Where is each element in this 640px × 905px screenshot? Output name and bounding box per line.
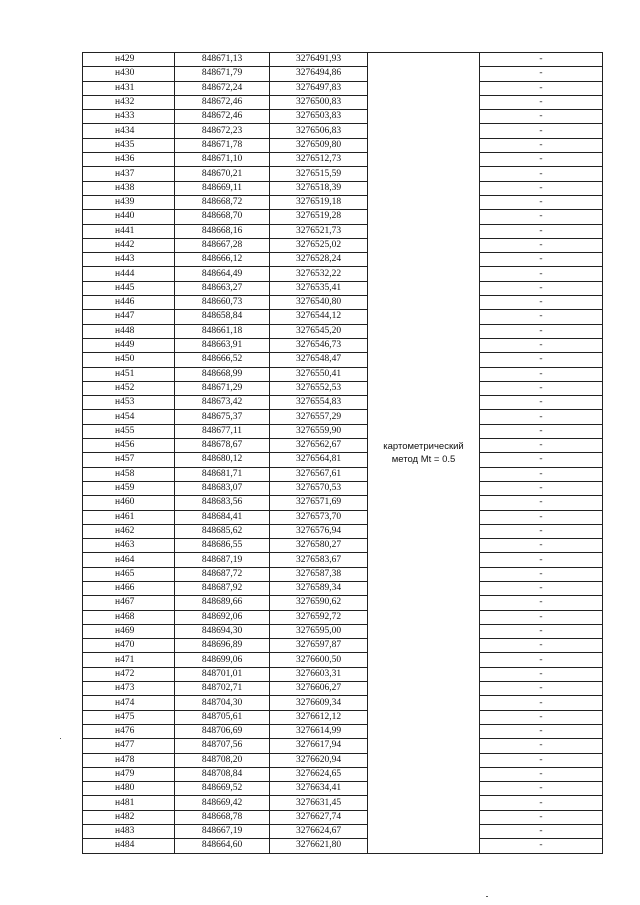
point-number-cell: н445	[83, 281, 175, 295]
coord-x-cell: 848671,10	[175, 153, 270, 167]
table-row	[83, 167, 603, 181]
coord-y-cell: 3276515,59	[270, 167, 368, 181]
table-row	[83, 667, 603, 681]
coord-y-cell: 3276631,45	[270, 796, 368, 810]
point-number-cell: н455	[83, 424, 175, 438]
point-number-cell: н431	[83, 81, 175, 95]
coord-y-cell: 3276567,61	[270, 467, 368, 481]
coord-y-cell: 3276580,27	[270, 539, 368, 553]
coord-x-cell: 848668,70	[175, 210, 270, 224]
coord-y-cell: 3276503,83	[270, 110, 368, 124]
point-number-cell: н448	[83, 324, 175, 338]
note-cell: -	[480, 338, 603, 352]
coord-x-cell: 848704,30	[175, 696, 270, 710]
note-cell: -	[480, 610, 603, 624]
point-number-cell: н458	[83, 467, 175, 481]
coord-y-cell: 3276621,80	[270, 839, 368, 853]
coord-x-cell: 848667,19	[175, 825, 270, 839]
point-number-cell: н456	[83, 439, 175, 453]
table-row	[83, 439, 603, 453]
coord-x-cell: 848669,11	[175, 181, 270, 195]
point-number-cell: н479	[83, 767, 175, 781]
point-number-cell: н460	[83, 496, 175, 510]
coord-x-cell: 848663,91	[175, 338, 270, 352]
coord-y-cell: 3276583,67	[270, 553, 368, 567]
coord-x-cell: 848671,29	[175, 381, 270, 395]
coord-x-cell: 848706,69	[175, 724, 270, 738]
note-cell: -	[480, 624, 603, 638]
coord-x-cell: 848670,21	[175, 167, 270, 181]
table-row	[83, 367, 603, 381]
table-row	[83, 281, 603, 295]
coord-y-cell: 3276612,12	[270, 710, 368, 724]
coord-x-cell: 848664,60	[175, 839, 270, 853]
coord-y-cell: 3276589,34	[270, 581, 368, 595]
coord-y-cell: 3276614,99	[270, 724, 368, 738]
coord-x-cell: 848671,79	[175, 67, 270, 81]
point-number-cell: н434	[83, 124, 175, 138]
coordinates-table	[82, 52, 603, 854]
coord-y-cell: 3276506,83	[270, 124, 368, 138]
coordinates-table-body	[83, 53, 603, 854]
table-row	[83, 581, 603, 595]
point-number-cell: н474	[83, 696, 175, 710]
coord-x-cell: 848677,11	[175, 424, 270, 438]
point-number-cell: н449	[83, 338, 175, 352]
scan-speck	[486, 896, 488, 897]
table-row	[83, 739, 603, 753]
point-number-cell: н481	[83, 796, 175, 810]
note-cell: -	[480, 353, 603, 367]
coord-y-cell: 3276606,27	[270, 682, 368, 696]
point-number-cell: н440	[83, 210, 175, 224]
table-row	[83, 810, 603, 824]
note-cell: -	[480, 81, 603, 95]
table-row	[83, 210, 603, 224]
note-cell: -	[480, 581, 603, 595]
point-number-cell: н430	[83, 67, 175, 81]
coord-x-cell: 848658,84	[175, 310, 270, 324]
table-row	[83, 653, 603, 667]
coord-x-cell: 848689,66	[175, 596, 270, 610]
table-row	[83, 353, 603, 367]
coord-y-cell: 3276627,74	[270, 810, 368, 824]
coord-x-cell: 848668,78	[175, 810, 270, 824]
note-cell: -	[480, 481, 603, 495]
coord-y-cell: 3276595,00	[270, 624, 368, 638]
coord-x-cell: 848696,89	[175, 639, 270, 653]
point-number-cell: н441	[83, 224, 175, 238]
coord-y-cell: 3276609,34	[270, 696, 368, 710]
table-row	[83, 238, 603, 252]
note-cell: -	[480, 524, 603, 538]
note-cell: -	[480, 124, 603, 138]
point-number-cell: н472	[83, 667, 175, 681]
point-number-cell: н433	[83, 110, 175, 124]
table-row	[83, 825, 603, 839]
coord-x-cell: 848686,55	[175, 539, 270, 553]
note-cell: -	[480, 324, 603, 338]
note-cell: -	[480, 224, 603, 238]
method-line-1: картометрический	[383, 440, 464, 452]
point-number-cell: н462	[83, 524, 175, 538]
coord-x-cell: 848680,12	[175, 453, 270, 467]
note-cell: -	[480, 567, 603, 581]
point-number-cell: н453	[83, 396, 175, 410]
coord-x-cell: 848708,84	[175, 767, 270, 781]
note-cell: -	[480, 167, 603, 181]
point-number-cell: н478	[83, 753, 175, 767]
note-cell: -	[480, 210, 603, 224]
note-cell: -	[480, 67, 603, 81]
coord-x-cell: 848687,72	[175, 567, 270, 581]
coord-y-cell: 3276624,65	[270, 767, 368, 781]
table-row	[83, 396, 603, 410]
table-row	[83, 324, 603, 338]
coord-y-cell: 3276552,53	[270, 381, 368, 395]
coord-x-cell: 848681,71	[175, 467, 270, 481]
note-cell: -	[480, 724, 603, 738]
coord-x-cell: 848672,46	[175, 95, 270, 109]
coord-x-cell: 848683,56	[175, 496, 270, 510]
point-number-cell: н468	[83, 610, 175, 624]
point-number-cell: н444	[83, 267, 175, 281]
table-row	[83, 195, 603, 209]
point-number-cell: н483	[83, 825, 175, 839]
coord-x-cell: 848664,49	[175, 267, 270, 281]
note-cell: -	[480, 796, 603, 810]
point-number-cell: н457	[83, 453, 175, 467]
note-cell: -	[480, 253, 603, 267]
table-row	[83, 67, 603, 81]
coord-x-cell: 848666,12	[175, 253, 270, 267]
point-number-cell: н436	[83, 153, 175, 167]
coord-y-cell: 3276548,47	[270, 353, 368, 367]
note-cell: -	[480, 839, 603, 853]
note-cell: -	[480, 696, 603, 710]
coord-y-cell: 3276491,93	[270, 53, 368, 67]
coord-y-cell: 3276576,94	[270, 524, 368, 538]
table-row	[83, 496, 603, 510]
note-cell: -	[480, 739, 603, 753]
note-cell: -	[480, 53, 603, 67]
coord-y-cell: 3276592,72	[270, 610, 368, 624]
table-row	[83, 138, 603, 152]
table-row	[83, 153, 603, 167]
coord-x-cell: 848687,19	[175, 553, 270, 567]
point-number-cell: н475	[83, 710, 175, 724]
note-cell: -	[480, 95, 603, 109]
coord-y-cell: 3276545,20	[270, 324, 368, 338]
point-number-cell: н464	[83, 553, 175, 567]
table-row	[83, 95, 603, 109]
point-number-cell: н482	[83, 810, 175, 824]
note-cell: -	[480, 267, 603, 281]
table-row	[83, 124, 603, 138]
note-cell: -	[480, 453, 603, 467]
coord-y-cell: 3276535,41	[270, 281, 368, 295]
note-cell: -	[480, 238, 603, 252]
note-cell: -	[480, 539, 603, 553]
point-number-cell: н454	[83, 410, 175, 424]
note-cell: -	[480, 810, 603, 824]
note-cell: -	[480, 181, 603, 195]
coord-x-cell: 848694,30	[175, 624, 270, 638]
point-number-cell: н443	[83, 253, 175, 267]
point-number-cell: н451	[83, 367, 175, 381]
coord-x-cell: 848671,78	[175, 138, 270, 152]
coord-y-cell: 3276597,87	[270, 639, 368, 653]
coord-x-cell: 848672,23	[175, 124, 270, 138]
coord-x-cell: 848675,37	[175, 410, 270, 424]
coord-y-cell: 3276497,83	[270, 81, 368, 95]
note-cell: -	[480, 710, 603, 724]
note-cell: -	[480, 195, 603, 209]
coord-x-cell: 848667,28	[175, 238, 270, 252]
note-cell: -	[480, 138, 603, 152]
note-cell: -	[480, 667, 603, 681]
table-row	[83, 481, 603, 495]
note-cell: -	[480, 281, 603, 295]
coord-y-cell: 3276554,83	[270, 396, 368, 410]
note-cell: -	[480, 396, 603, 410]
coord-y-cell: 3276525,02	[270, 238, 368, 252]
coord-x-cell: 848707,56	[175, 739, 270, 753]
coord-y-cell: 3276564,81	[270, 453, 368, 467]
coord-x-cell: 848663,27	[175, 281, 270, 295]
coord-y-cell: 3276550,41	[270, 367, 368, 381]
coord-x-cell: 848671,13	[175, 53, 270, 67]
coord-x-cell: 848661,18	[175, 324, 270, 338]
table-row	[83, 53, 603, 67]
note-cell: -	[480, 110, 603, 124]
point-number-cell: н429	[83, 53, 175, 67]
point-number-cell: н446	[83, 296, 175, 310]
coord-x-cell: 848687,92	[175, 581, 270, 595]
scan-speck	[60, 738, 61, 739]
point-number-cell: н466	[83, 581, 175, 595]
coord-y-cell: 3276573,70	[270, 510, 368, 524]
point-number-cell: н438	[83, 181, 175, 195]
table-row	[83, 639, 603, 653]
table-row	[83, 267, 603, 281]
point-number-cell: н447	[83, 310, 175, 324]
coord-y-cell: 3276518,39	[270, 181, 368, 195]
note-cell: -	[480, 825, 603, 839]
note-cell: -	[480, 682, 603, 696]
point-number-cell: н459	[83, 481, 175, 495]
coord-x-cell: 848702,71	[175, 682, 270, 696]
point-number-cell: н476	[83, 724, 175, 738]
note-cell: -	[480, 653, 603, 667]
coord-y-cell: 3276557,29	[270, 410, 368, 424]
coord-x-cell: 848668,16	[175, 224, 270, 238]
coord-y-cell: 3276544,12	[270, 310, 368, 324]
table-row	[83, 310, 603, 324]
coord-x-cell: 848683,07	[175, 481, 270, 495]
table-row	[83, 296, 603, 310]
point-number-cell: н477	[83, 739, 175, 753]
coord-x-cell: 848692,06	[175, 610, 270, 624]
method-cell	[368, 53, 480, 854]
coord-y-cell: 3276540,80	[270, 296, 368, 310]
table-row	[83, 567, 603, 581]
coord-y-cell: 3276587,38	[270, 567, 368, 581]
coord-y-cell: 3276571,69	[270, 496, 368, 510]
note-cell: -	[480, 310, 603, 324]
note-cell: -	[480, 381, 603, 395]
coord-x-cell: 848672,24	[175, 81, 270, 95]
coord-x-cell: 848705,61	[175, 710, 270, 724]
coord-y-cell: 3276562,67	[270, 439, 368, 453]
point-number-cell: н452	[83, 381, 175, 395]
point-number-cell: н469	[83, 624, 175, 638]
table-row	[83, 753, 603, 767]
coord-y-cell: 3276519,18	[270, 195, 368, 209]
note-cell: -	[480, 639, 603, 653]
table-row	[83, 181, 603, 195]
table-row	[83, 467, 603, 481]
table-row	[83, 539, 603, 553]
coord-y-cell: 3276634,41	[270, 782, 368, 796]
coord-x-cell: 848673,42	[175, 396, 270, 410]
point-number-cell: н484	[83, 839, 175, 853]
coord-x-cell: 848685,62	[175, 524, 270, 538]
coord-y-cell: 3276500,83	[270, 95, 368, 109]
coord-y-cell: 3276603,31	[270, 667, 368, 681]
note-cell: -	[480, 424, 603, 438]
note-cell: -	[480, 782, 603, 796]
coord-x-cell: 848699,06	[175, 653, 270, 667]
point-number-cell: н480	[83, 782, 175, 796]
table-row	[83, 253, 603, 267]
table-row	[83, 839, 603, 853]
note-cell: -	[480, 439, 603, 453]
table-row	[83, 424, 603, 438]
point-number-cell: н461	[83, 510, 175, 524]
coord-x-cell: 848669,52	[175, 782, 270, 796]
coord-y-cell: 3276570,53	[270, 481, 368, 495]
coord-x-cell: 848684,41	[175, 510, 270, 524]
point-number-cell: н467	[83, 596, 175, 610]
table-row	[83, 596, 603, 610]
point-number-cell: н471	[83, 653, 175, 667]
coord-y-cell: 3276600,50	[270, 653, 368, 667]
table-row	[83, 553, 603, 567]
table-row	[83, 381, 603, 395]
point-number-cell: н473	[83, 682, 175, 696]
table-row	[83, 796, 603, 810]
table-row	[83, 224, 603, 238]
coord-y-cell: 3276521,73	[270, 224, 368, 238]
note-cell: -	[480, 510, 603, 524]
coord-y-cell: 3276512,73	[270, 153, 368, 167]
note-cell: -	[480, 596, 603, 610]
note-cell: -	[480, 467, 603, 481]
note-cell: -	[480, 753, 603, 767]
note-cell: -	[480, 367, 603, 381]
table-row	[83, 524, 603, 538]
coord-y-cell: 3276494,86	[270, 67, 368, 81]
coord-y-cell: 3276624,67	[270, 825, 368, 839]
coord-y-cell: 3276532,22	[270, 267, 368, 281]
coord-y-cell: 3276590,62	[270, 596, 368, 610]
table-row	[83, 338, 603, 352]
coord-x-cell: 848701,01	[175, 667, 270, 681]
point-number-cell: н442	[83, 238, 175, 252]
point-number-cell: н432	[83, 95, 175, 109]
table-row	[83, 610, 603, 624]
coord-y-cell: 3276519,28	[270, 210, 368, 224]
table-row	[83, 782, 603, 796]
note-cell: -	[480, 153, 603, 167]
note-cell: -	[480, 553, 603, 567]
table-row	[83, 767, 603, 781]
table-row	[83, 696, 603, 710]
table-row	[83, 510, 603, 524]
point-number-cell: н435	[83, 138, 175, 152]
note-cell: -	[480, 296, 603, 310]
point-number-cell: н463	[83, 539, 175, 553]
point-number-cell: н470	[83, 639, 175, 653]
point-number-cell: н437	[83, 167, 175, 181]
table-row	[83, 453, 603, 467]
coord-x-cell: 848666,52	[175, 353, 270, 367]
coord-x-cell: 848669,42	[175, 796, 270, 810]
point-number-cell: н465	[83, 567, 175, 581]
table-row	[83, 682, 603, 696]
table-row	[83, 624, 603, 638]
coord-y-cell: 3276528,24	[270, 253, 368, 267]
coord-x-cell: 848678,67	[175, 439, 270, 453]
point-number-cell: н439	[83, 195, 175, 209]
note-cell: -	[480, 767, 603, 781]
coord-y-cell: 3276620,94	[270, 753, 368, 767]
table-row	[83, 710, 603, 724]
coord-y-cell: 3276546,73	[270, 338, 368, 352]
coord-x-cell: 848668,72	[175, 195, 270, 209]
note-cell: -	[480, 410, 603, 424]
coord-x-cell: 848660,73	[175, 296, 270, 310]
coord-y-cell: 3276559,90	[270, 424, 368, 438]
coord-y-cell: 3276509,80	[270, 138, 368, 152]
table-row	[83, 81, 603, 95]
note-cell: -	[480, 496, 603, 510]
method-line-2: метод Mt = 0.5	[391, 453, 456, 465]
table-row	[83, 724, 603, 738]
coord-y-cell: 3276617,94	[270, 739, 368, 753]
table-row	[83, 410, 603, 424]
coord-x-cell: 848672,46	[175, 110, 270, 124]
coord-x-cell: 848668,99	[175, 367, 270, 381]
coord-x-cell: 848708,20	[175, 753, 270, 767]
point-number-cell: н450	[83, 353, 175, 367]
table-row	[83, 110, 603, 124]
coordinates-sheet	[82, 52, 603, 854]
